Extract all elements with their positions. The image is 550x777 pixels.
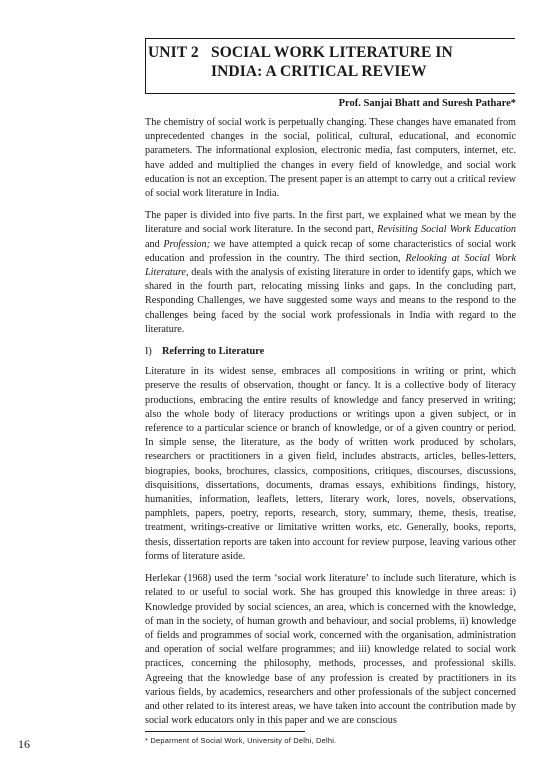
title-line-1: SOCIAL WORK LITERATURE IN (211, 44, 453, 61)
title-top-rule (145, 38, 515, 39)
italic-span: Relooking at Social Work Literature, (145, 252, 516, 279)
footnote-rule (145, 731, 305, 732)
footnote: * Deparment of Social Work, University of Delhi, Delhi. (145, 736, 337, 745)
page-title (148, 43, 513, 81)
authors: Prof. Sanjai Bhatt and Suresh Pathare* (338, 98, 516, 109)
body-text (145, 116, 516, 736)
section-heading (145, 345, 516, 359)
italic-span: Revisiting Social Work Education (377, 224, 516, 236)
italic-span: Profession; (163, 238, 210, 250)
paragraph-intro: The chemistry of social work is perpetually changing. These changes have emanated from unprecedented changes in the social, political, cultural, educational, and economic parameters. The informational explosion, electronic media, fast computers, internet, etc. have added and multiplied the changes in every field of knowledge, and social work education is not an exception. The present paper is an attempt to carry out a critical review of social work literature in India. (145, 117, 516, 200)
title-left-rule (145, 38, 146, 94)
paragraph-literature: Literature in its widest sense, embraces all compositions in writing or print, which preserve the results of observation, thought or fancy. It is a collective body of literacy productions, embracing the entire results of knowledge and fancy preserved in writing; also the whole body of literacy productions or writings upon a given subject, or in reference to a particular science or branch of knowledge, or of a given country or period. In simple sense, the literature, as the body of written work produced by scholars, researchers or practitioners in a given field, includes abstracts, articles, belles-letters, biograpies, books, brochures, classics, compositions, critiques, discourses, discussions, disquisitions, dissertations, documents, dramas essays, exhibitions findings, history, humanities, information, leaflets, letters, literary work, lores, novels, observations, pamphlets, papers, poetry, reports, research, story, summary, theme, thesis, treatise, treatment, writings-creative or limitative written works, etc. Generally, books, reports, thesis, dissertation reports are taken into account for review purpose, leaving various other forms of literature aside. (145, 366, 516, 562)
section-title: Referring to Literature (162, 346, 265, 358)
unit-label: UNIT 2 (148, 44, 199, 61)
paragraph-herlekar: Herlekar (1968) used the term ‘social work literature’ to include such literature, which is related to or useful to social work. She has grouped this knowledge in three areas: i) Knowledge provided by social sciences, an area, which is concerned with the knowledge, of man in the society, of human growth and behaviour, and social problems, ii) knowledge of fields and programmes of social work, concerned with the organisation, administration and operation of social welfare programmes; and iii) knowledge related to social work practices, concerning the philosophy, methods, processes, and professional skills. Agreeing that the knowledge base of any profession is created by practitioners in its various fields, by academics, researchers and other professionals of the subject concerned and other related to its interest areas, we have taken into account the contribution made by social work educators only in this paper and we are conscious (145, 573, 516, 727)
title-line-2: INDIA: A CRITICAL REVIEW (211, 63, 427, 80)
text-span: The paper is divided into five parts. In the first part, we explained what we mean by the literature and social work literature. In the second part, (145, 210, 516, 236)
page-number: 16 (18, 737, 30, 751)
paragraph-structure (145, 209, 516, 337)
text-span: and (145, 238, 164, 250)
section-number: I) (145, 346, 152, 358)
text-span: deals with the analysis of existing literature in order to identify gaps, which we shared in the fourth part, relocating missing links and gaps. In the concluding part, Responding Challenges, we have suggested some ways and means to the respond to the challenges being faced by the social work professionals in India with regard to the literature. (145, 267, 516, 335)
text-span: we have attempted a quick recap of some characteristics of social work education and profession in the country. The third section, (145, 238, 516, 264)
title-bottom-rule (145, 93, 515, 94)
